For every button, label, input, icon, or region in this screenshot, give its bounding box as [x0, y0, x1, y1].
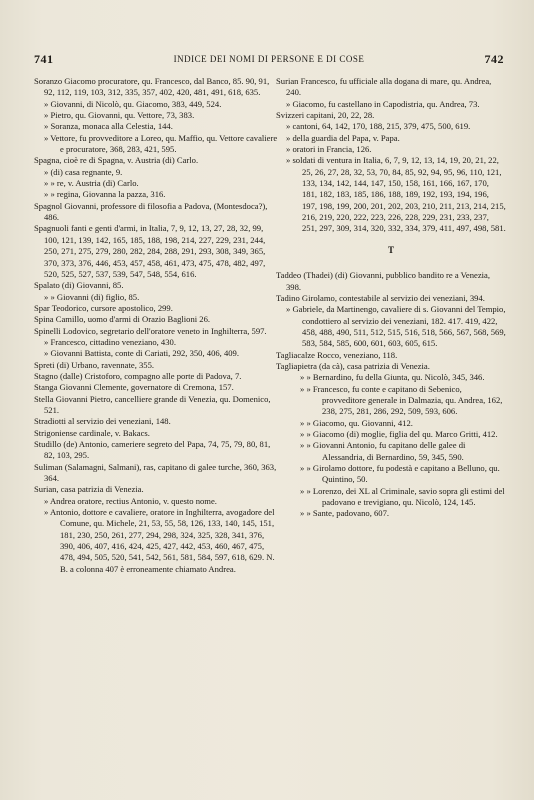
page-number-left: 741: [34, 52, 54, 66]
index-entry: Tadino Girolamo, contestabile al servizio dei veneziani, 394.: [276, 292, 485, 303]
index-entry: » » Lorenzo, dei XL al Criminale, savio sopra gli estimi del padovano e trevigiano, qu. Nicolò, 124, 145.: [300, 485, 505, 508]
index-entries-t: [276, 270, 506, 520]
index-entry: » » Francesco, fu conte e capitano di Sebenico, provveditore generale in Dalmazia, qu. Andrea, 162, 238, 275, 281, 286, 292, 509, 593, 606.: [300, 383, 503, 417]
index-entry: » soldati di ventura in Italia, 6, 7, 9, 12, 13, 14, 19, 20, 21, 22, 25, 26, 27, 28, 32, 53, 70, 84, 85, 92, 94, 95, 96, 110, 121, 133, 134, 142, 144, 147, 150, 158, 161, 166, 167, 170, 181, 182, 183, 185, 186, 188, 189, 192, 193, 194, 196, 197, 198, 199, 200, 201, 202, 203, 210, 211, 213, 214, 215, 216, 219, 220, 222, 223, 226, 228, 229, 231, 233, 237, 251, 297, 309, 314, 320, 332, 334, 379, 411, 497, 498, 581.: [286, 155, 506, 234]
index-entry: » Giovanni, di Nicolò, qu. Giacomo, 383, 449, 524.: [44, 98, 222, 109]
index-entry: Spagna, cioè re di Spagna, v. Austria (di) Carlo.: [34, 155, 199, 166]
index-entry: Stradiotti al servizio dei veneziani, 148.: [34, 416, 171, 427]
index-entry: » » Giovanni Antonio, fu capitano delle galee di Alessandria, di Bernardino, 59, 345, 590.: [300, 440, 466, 462]
index-entry: » » Giacomo, qu. Giovanni, 412.: [300, 417, 413, 428]
index-entry: Stagno (dalle) Cristoforo, compagno alle porte di Padova, 7.: [34, 370, 242, 381]
index-entry: Spagnol Giovanni, professore di filosofia a Padova, (Montesdoca?), 486.: [34, 200, 268, 223]
index-entry: » della guardia del Papa, v. Papa.: [286, 132, 400, 143]
running-header: [34, 52, 504, 68]
index-entry: Svizzeri capitani, 20, 22, 28.: [276, 110, 375, 121]
index-entry: Studillo (de) Antonio, cameriere segreto del Papa, 74, 75, 79, 80, 81, 82, 103, 295.: [34, 439, 271, 461]
index-entry: » cantoni, 64, 142, 170, 188, 215, 379, 475, 500, 619.: [286, 121, 471, 132]
index-entry: Spalato (di) Giovanni, 85.: [34, 280, 124, 291]
index-entry: Suliman (Salamagni, Salmani), ras, capitano di galee turche, 360, 363, 364.: [34, 461, 277, 484]
index-entry: Surian Francesco, fu ufficiale alla dogana di mare, qu. Andrea, 240.: [276, 76, 492, 98]
index-entry: » » Giovanni (di) figlio, 85.: [44, 291, 140, 302]
section-letter: T: [387, 244, 394, 255]
index-entry: Tagliapietra (da cà), casa patrizia di Venezia.: [276, 360, 430, 371]
index-entry: Tagliacalze Rocco, veneziano, 118.: [276, 349, 398, 360]
index-entry: » Vettore, fu provveditore a Loreo, qu. Maffio, qu. Vettore cavaliere e procuratore, 368, 283, 421, 595.: [44, 132, 278, 155]
index-entry: Spreti (di) Urbano, ravennate, 355.: [34, 359, 155, 370]
index-entry: » » re, v. Austria (di) Carlo.: [44, 178, 139, 189]
index-entry: » Giacomo, fu castellano in Capodistria, qu. Andrea, 73.: [286, 98, 480, 109]
index-entry: » Giovanni Battista, conte di Cariati, 292, 350, 406, 409.: [44, 348, 240, 359]
index-entry: » » Sante, padovano, 607.: [300, 508, 390, 519]
index-entry: » Andrea oratore, rectius Antonio, v. questo nome.: [44, 495, 217, 506]
index-entry: » » Giacomo (di) moglie, figlia del qu. Marco Gritti, 412.: [300, 428, 498, 439]
index-entry: » » regina, Giovanna la pazza, 316.: [44, 189, 166, 200]
index-entry: » » Bernardino, fu della Giunta, qu. Nicolò, 345, 346.: [300, 372, 485, 383]
index-entry: » Gabriele, da Martinengo, cavaliere di s. Giovanni del Tempio, condottiero al servizio dei veneziani, 182. 417. 419, 422, 458, 488, 490, 511, 512, 515, 516, 518, 566, 567, 568, 569, 583, 584, 585, 600, 601, 603, 605, 615.: [286, 304, 506, 349]
index-entry: Taddeo (Thadei) (di) Giovanni, pubblico bandito re a Venezia, 398.: [276, 270, 491, 292]
index-entry: Spar Teodorico, cursore apostolico, 299.: [34, 302, 173, 313]
index-entries-s: [276, 76, 506, 235]
index-entry: Spagnuoli fanti e genti d'armi, in Italia, 7, 9, 12, 13, 27, 28, 32, 99, 100, 121, 139, 142, 165, 185, 188, 198, 214, 227, 229, 231, 244, 250, 271, 275, 279, 280, 282, 284, 288, 291, 293, 308, 349, 365, 370, 373, 376, 446, 453, 457, 458, 461, 473, 475, 478, 482, 497, 520, 525, 527, 537, 539, 547, 548, 554, 616.: [34, 223, 266, 279]
index-entry: Stella Giovanni Pietro, cancelliere grande di Venezia, qu. Domenico, 521.: [34, 393, 271, 415]
index-entry: » Soranza, monaca alla Celestia, 144.: [44, 121, 173, 132]
index-entry: » » Girolamo dottore, fu podestà e capitano a Belluno, qu. Quintino, 50.: [300, 463, 500, 485]
index-entry: » Antonio, dottore e cavaliere, oratore in Inghilterra, avogadore del Comune, qu. Michele, 21, 53, 55, 58, 126, 133, 140, 145, 151, 181, 230, 250, 261, 277, 294, 298, 324, 325, 328, 341, 376, 390, 406, 407, 416, 424, 425, 427, 442, 453, 460, 467, 475, 478, 494, 505, 520, 541, 542, 561, 581, 584, 597, 618, 629. N. B. a colonna 407 è erroneamente chiamato Andrea.: [44, 507, 275, 574]
index-entry: » (di) casa regnante, 9.: [44, 166, 123, 177]
index-column-right: [276, 76, 506, 520]
index-column-left: [34, 76, 278, 575]
index-entry: Spinelli Lodovico, segretario dell'oratore veneto in Inghilterra, 597.: [34, 325, 267, 336]
index-entry: » oratori in Francia, 126.: [286, 144, 372, 155]
index-entry: Stanga Giovanni Clemente, governatore di Cremona, 157.: [34, 382, 234, 393]
index-entry: Surian, casa patrizia di Venezia.: [34, 484, 144, 495]
page-number-right: 742: [484, 52, 504, 66]
running-title: INDICE DEI NOMI DI PERSONE E DI COSE: [173, 54, 365, 64]
index-entry: Soranzo Giacomo procuratore, qu. Francesco, dal Banco, 85. 90, 91, 92, 112, 119, 103, 312, 335, 357, 402, 420, 481, 491, 618, 635.: [34, 76, 270, 98]
index-entry: Spina Camillo, uomo d'armi di Orazio Baglioni 26.: [34, 314, 211, 325]
index-entry: » Francesco, cittadino veneziano, 430.: [44, 336, 176, 347]
index-entry: Strigoniense cardinale, v. Bakacs.: [34, 427, 150, 438]
index-entry: » Pietro, qu. Giovanni, qu. Vettore, 73, 383.: [44, 110, 195, 121]
